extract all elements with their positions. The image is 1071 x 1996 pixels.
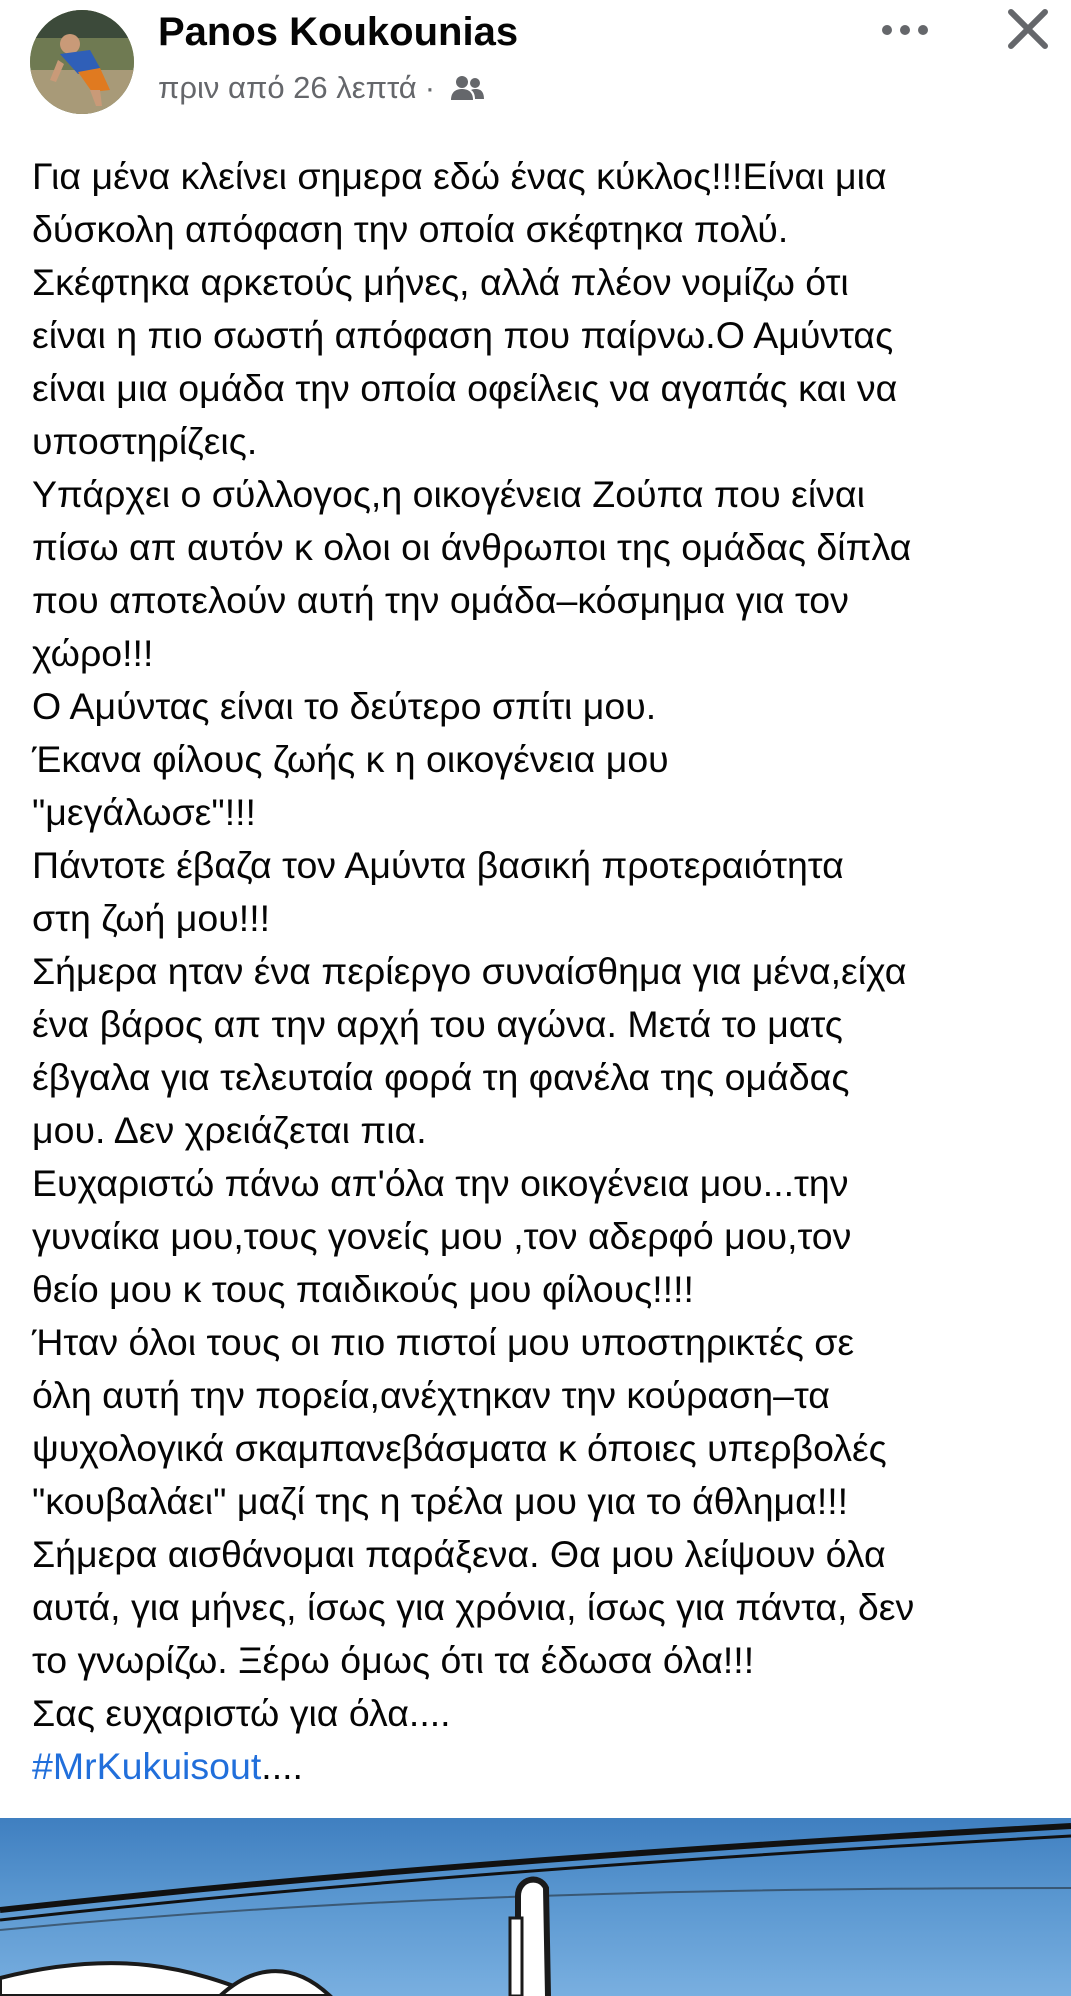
- post-text-line: γυναίκα μου,τους γονείς μου ,τον αδερφό μου,τον: [32, 1215, 852, 1257]
- post-timestamp[interactable]: πριν από 26 λεπτά: [158, 70, 417, 105]
- post-text-line: είναι μια ομάδα την οποία οφείλεις να αγαπάς και να: [32, 367, 898, 409]
- post-text-line: στη ζωή μου!!!: [32, 897, 271, 939]
- post-text-line: ένα βάρος απ την αρχή του αγώνα. Μετά το ματς: [32, 1003, 843, 1045]
- post-text-line: πίσω απ αυτόν κ ολοι οι άνθρωποι της ομάδας δίπλα: [32, 526, 912, 568]
- post-text-line: χώρο!!!: [32, 632, 154, 674]
- hashtag-suffix: ....: [261, 1745, 303, 1787]
- post-lines: [32, 150, 1052, 1740]
- post-text-line: Σήμερα ηταν ένα περίεργο συναίσθημα για μένα,είχα: [32, 950, 907, 992]
- post-text-line: Σήμερα αισθάνομαι παράξενα. Θα μου λείψουν όλα: [32, 1533, 886, 1575]
- post-text-line: έβγαλα για τελευταία φορά τη φανέλα της ομάδας: [32, 1056, 850, 1098]
- post-text-line: Ο Αμύντας είναι το δεύτερο σπίτι μου.: [32, 685, 657, 727]
- post-text-line: Έκανα φίλους ζωής κ η οικογένεια μου: [32, 738, 669, 780]
- post-text-line: το γνωρίζω. Ξέρω όμως ότι τα έδωσα όλα!!!: [32, 1639, 755, 1681]
- post-text-line: ψυχολογικά σκαμπανεβάσματα κ όποιες υπερβολές: [32, 1427, 887, 1469]
- post-text-line: Υπάρχει ο σύλλογος,η οικογένεια Ζούπα που είναι: [32, 473, 865, 515]
- close-icon: [1003, 4, 1053, 54]
- post-text-line: Για μένα κλείνει σημερα εδώ ένας κύκλος!!!Είναι μια: [32, 155, 887, 197]
- post-text-line: αυτά, για μήνες, ίσως για χρόνια, ίσως για πάντα, δεν: [32, 1586, 915, 1628]
- post-text-line: όλη αυτή την πορεία,ανέχτηκαν την κούραση–τα: [32, 1374, 830, 1416]
- post-photo: [0, 1818, 1071, 1996]
- post-text-line: "κουβαλάει" μαζί της η τρέλα μου για το άθλημα!!!: [32, 1480, 849, 1522]
- author-avatar[interactable]: [30, 10, 134, 114]
- post-text-line: υποστηρίζεις.: [32, 420, 258, 462]
- hashtag-line: [32, 1740, 1052, 1793]
- post-text-line: "μεγάλωσε"!!!: [32, 791, 256, 833]
- post-text-line: Πάντοτε έβαζα τον Αμύντα βασική προτεραιότητα: [32, 844, 844, 886]
- post-text-line: θείο μου κ τους παιδικούς μου φίλους!!!!: [32, 1268, 694, 1310]
- close-button[interactable]: [1003, 4, 1053, 54]
- post-text-line: είναι η πιο σωστή απόφαση που παίρνω.Ο Αμύντας: [32, 314, 894, 356]
- post-text-line: δύσκολη απόφαση την οποία σκέφτηκα πολύ.: [32, 208, 789, 250]
- more-options-icon: [876, 8, 934, 52]
- post-header: [0, 0, 1071, 130]
- post-text-line: Ήταν όλοι τους οι πιο πιστοί μου υποστηρικτές σε: [32, 1321, 855, 1363]
- meta-separator: ·: [424, 70, 436, 105]
- post-image[interactable]: [0, 1818, 1071, 1996]
- post-text: [32, 150, 1052, 1793]
- post-text-line: που αποτελούν αυτή την ομάδα–κόσμημα για τον: [32, 579, 849, 621]
- post-text-line: Ευχαριστώ πάνω απ'όλα την οικογένεια μου...την: [32, 1162, 849, 1204]
- post-meta: [158, 70, 485, 106]
- author-name[interactable]: Panos Koukounias: [158, 10, 519, 54]
- post-text-line: μου. Δεν χρειάζεται πια.: [32, 1109, 427, 1151]
- post-text-line: Σας ευχαριστώ για όλα....: [32, 1692, 451, 1734]
- post-text-line: Σκέφτηκα αρκετούς μήνες, αλλά πλέον νομίζω ότι: [32, 261, 849, 303]
- hashtag-link[interactable]: #MrKukuisout: [32, 1745, 262, 1787]
- more-options-button[interactable]: [876, 8, 934, 52]
- friends-icon[interactable]: [449, 74, 485, 102]
- avatar-photo: [30, 10, 134, 114]
